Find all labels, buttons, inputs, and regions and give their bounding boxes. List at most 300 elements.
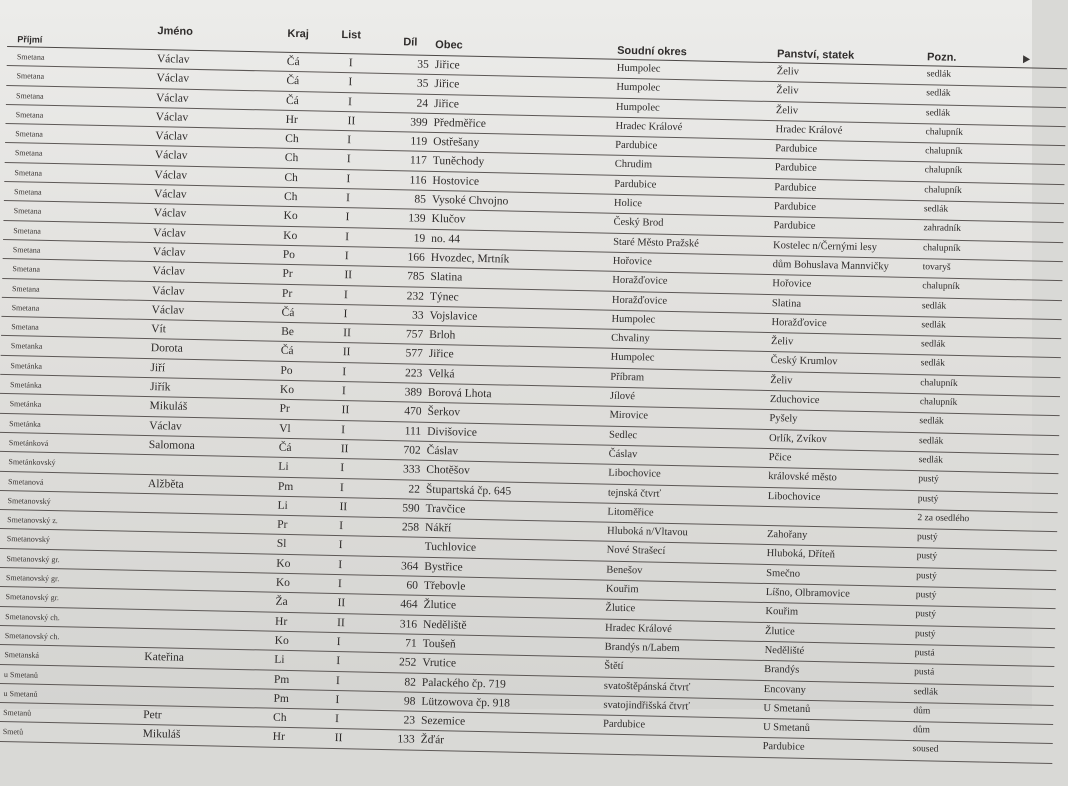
cell-okres: Pardubice: [614, 178, 657, 191]
cell-obec: Žďár: [420, 734, 445, 747]
cell-given: [144, 670, 269, 673]
cell-given: [145, 613, 270, 616]
cell-panstvi: U Smetanů: [763, 702, 811, 715]
cell-pozn: sedlák: [920, 358, 946, 370]
cell-okres: Brandýs n/Labem: [604, 641, 680, 655]
cell-list: II: [347, 115, 356, 128]
cell-dil: 757: [405, 328, 424, 341]
cell-dil: 111: [404, 425, 422, 438]
cell-pozn: 2 za osedlého: [917, 512, 970, 525]
cell-panstvi: Žlutice: [764, 625, 795, 638]
cell-pozn: zahradník: [923, 223, 962, 235]
cell-obec: Šerkov: [427, 406, 461, 419]
cell-list: II: [339, 500, 348, 514]
cell-obec: Hvozdec, Mrtník: [430, 251, 510, 266]
header-dil: Díl: [403, 36, 418, 49]
cell-okres: svatoštěpánská čtvrť: [603, 680, 691, 693]
header-surname: Příjmí: [17, 34, 43, 45]
cell-panstvi: dům Bohuslava Mannvičky: [772, 259, 889, 273]
cell-surname: Smetů: [2, 727, 24, 737]
cell-panstvi: Libochovice: [767, 490, 821, 503]
cell-dil: 399: [410, 116, 428, 129]
cell-surname: Smetánkovský: [8, 457, 56, 468]
cell-pozn: sedlák: [921, 300, 947, 312]
cell-pozn: sedlák: [921, 320, 946, 331]
cell-dil: 470: [404, 405, 422, 419]
cell-obec: Chotěšov: [426, 464, 470, 478]
cell-okres: Nové Strašecí: [606, 545, 666, 558]
cell-okres: Jílové: [609, 390, 636, 403]
cell-given: [146, 574, 271, 577]
cell-dil: 22: [408, 483, 421, 496]
cell-obec: Brloh: [429, 329, 456, 342]
cell-list: I: [338, 558, 343, 571]
cell-obec: Vysoké Chvojno: [431, 194, 509, 208]
cell-given: Václav: [156, 53, 190, 66]
cell-obec: Bystřice: [424, 560, 463, 574]
cell-given: Kateřina: [144, 651, 185, 665]
cell-list: I: [347, 95, 352, 108]
cell-panstvi: [768, 510, 908, 513]
cell-surname: Smetanovský ch.: [5, 611, 60, 622]
cell-okres: Chvaliny: [611, 332, 650, 345]
cell-obec: Ostřešany: [433, 136, 480, 150]
cell-kraj: Pr: [281, 287, 293, 300]
cell-pozn: tovaryš: [922, 262, 951, 273]
cell-dil: 33: [411, 309, 424, 322]
cell-surname: Smetana: [11, 283, 40, 294]
cell-kraj: Po: [282, 248, 296, 262]
cell-given: Jiří: [150, 361, 166, 375]
cell-list: I: [335, 693, 340, 706]
cell-pozn: chalupník: [925, 146, 963, 158]
cell-okres: Příbram: [610, 371, 645, 384]
cell-okres: Benešov: [606, 564, 643, 577]
cell-okres: Horažďovice: [611, 294, 668, 307]
cell-kraj: Ch: [283, 190, 298, 204]
cell-okres: Libochovice: [608, 467, 661, 481]
cell-surname: Smetanovský: [7, 495, 51, 506]
cell-kraj: Ch: [284, 171, 298, 184]
cell-obec: Hostovice: [432, 174, 480, 188]
header-given: Jméno: [157, 25, 194, 38]
cell-surname: Smetana: [14, 148, 43, 159]
cell-panstvi: Želiv: [775, 104, 799, 117]
cell-okres: Pardubice: [602, 718, 646, 731]
cell-obec: Borová Lhota: [427, 386, 492, 401]
cell-panstvi: Pardubice: [775, 143, 818, 156]
cell-pozn: soused: [912, 744, 939, 756]
cell-okres: Hluboká n/Vltavou: [606, 525, 688, 539]
cell-panstvi: U Smetanů: [762, 722, 811, 735]
cell-panstvi: Pardubice: [774, 181, 817, 194]
cell-panstvi: Zduchovice: [769, 394, 820, 407]
cell-kraj: Čá: [281, 306, 295, 319]
cell-surname: Smetanka: [10, 341, 43, 352]
cell-dil: 133: [397, 733, 415, 747]
cell-kraj: Hr: [285, 113, 298, 126]
cell-given: Václav: [151, 284, 185, 298]
cell-okres: Humpolec: [616, 82, 661, 94]
cell-surname: Smetanovský gr.: [6, 553, 60, 564]
cell-pozn: chalupník: [924, 185, 962, 196]
cell-dil: 590: [402, 502, 420, 515]
cell-dil: 785: [407, 270, 425, 284]
cell-obec: Toušeň: [422, 637, 456, 651]
cell-kraj: Vl: [279, 422, 291, 435]
cell-okres: Chrudim: [614, 159, 653, 172]
cell-surname: Smetana: [13, 187, 42, 197]
cell-dil: 223: [404, 367, 423, 380]
cell-pozn: sedlák: [920, 339, 946, 350]
cell-pozn: sedlák: [919, 416, 944, 428]
cell-obec: Nákří: [424, 521, 452, 535]
cell-surname: Smetana: [15, 129, 43, 139]
cell-kraj: Čá: [278, 441, 292, 454]
cell-pozn: dům: [912, 725, 930, 736]
cell-kraj: Čá: [285, 94, 299, 107]
cell-dil: 464: [400, 598, 418, 612]
cell-obec: Čáslav: [426, 444, 459, 458]
cell-kraj: Čá: [286, 55, 300, 69]
cell-kraj: Pr: [277, 518, 288, 532]
cell-okres: Kouřim: [605, 583, 639, 596]
cell-kraj: Li: [274, 653, 285, 667]
cell-kraj: Pm: [277, 480, 294, 493]
cell-obec: Týnec: [429, 290, 459, 304]
cell-panstvi: Želiv: [776, 66, 800, 78]
cell-obec: Štupartská čp. 645: [425, 483, 512, 498]
cell-obec: Neděliště: [422, 618, 467, 632]
cell-dil: 119: [410, 135, 428, 148]
cell-kraj: Po: [280, 364, 293, 377]
cell-given: Václav: [151, 303, 185, 317]
cell-given: [149, 458, 274, 461]
cell-dil: 702: [403, 444, 421, 457]
cell-pozn: pustý: [916, 551, 938, 563]
cell-dil: 117: [409, 154, 427, 168]
cell-list: II: [344, 269, 353, 282]
cell-dil: 316: [399, 617, 418, 631]
cell-obec: Velká: [428, 367, 455, 381]
cell-given: Václav: [152, 246, 186, 259]
cell-kraj: Čá: [280, 345, 294, 358]
cell-surname: u Smetanů: [3, 688, 38, 699]
cell-surname: Smetana: [16, 52, 45, 62]
cell-okres: Hradec Králové: [615, 120, 683, 134]
cell-list: I: [339, 520, 344, 533]
cell-dil: 82: [404, 675, 417, 689]
cell-okres: Pardubice: [615, 139, 658, 152]
cell-dil: 35: [417, 58, 429, 71]
cell-obec: Předměřice: [433, 116, 487, 130]
cell-list: I: [336, 655, 341, 668]
cell-given: Václav: [152, 265, 186, 279]
cell-surname: Smetanovský z.: [7, 515, 58, 526]
cell-okres: Žlutice: [605, 602, 636, 615]
cell-kraj: Li: [277, 499, 288, 512]
cell-given: [147, 516, 272, 519]
cell-okres: Humpolec: [615, 101, 660, 114]
cell-panstvi: Kouřim: [765, 606, 799, 618]
cell-panstvi: Nedělišté: [764, 644, 805, 657]
cell-given: Václav: [153, 226, 186, 240]
cell-list: I: [348, 57, 353, 70]
cell-given: Petr: [143, 709, 162, 722]
cell-panstvi: Zahořany: [766, 529, 808, 541]
cell-okres: Litoměřice: [607, 506, 654, 519]
cell-okres: Holice: [613, 197, 643, 210]
cell-pozn: pustý: [915, 609, 937, 620]
cell-surname: Smetanská: [4, 650, 40, 660]
cell-kraj: Hr: [275, 615, 288, 628]
cell-panstvi: Líšno, Olbramovice: [765, 587, 850, 600]
cell-given: Václav: [154, 168, 188, 182]
cell-okres: svatojindřišská čtvrť: [603, 699, 690, 713]
cell-list: II: [342, 346, 351, 359]
cell-list: I: [334, 713, 340, 726]
cell-list: I: [348, 76, 353, 89]
cell-surname: Smetana: [12, 264, 41, 274]
cell-list: I: [339, 481, 344, 494]
cell-dil: 24: [416, 97, 429, 110]
header-list: List: [341, 28, 362, 42]
cell-panstvi: Slatina: [771, 297, 802, 310]
cell-list: I: [344, 250, 349, 263]
cell-obec: Klučov: [431, 213, 466, 227]
cell-obec: Jiřice: [434, 58, 460, 72]
cell-given: [146, 593, 271, 596]
cell-surname: Smetánka: [9, 380, 42, 390]
cell-surname: Smetanovský gr.: [5, 573, 60, 584]
cell-surname: Smetánka: [9, 418, 41, 429]
cell-list: II: [334, 732, 343, 745]
cell-panstvi: Orlík, Zvíkov: [768, 432, 827, 445]
cell-okres: Humpolec: [616, 62, 661, 75]
cell-list: I: [345, 230, 350, 243]
cell-obec: Slatina: [430, 271, 463, 284]
cell-kraj: Sl: [276, 538, 287, 551]
cell-obec: Vrutice: [422, 657, 457, 670]
cell-dil: 389: [404, 386, 423, 399]
cell-surname: Smetanovský ch.: [4, 630, 60, 642]
cell-dil: 139: [408, 212, 426, 226]
cell-obec: Tuněchody: [432, 155, 485, 169]
cell-list: I: [345, 192, 350, 205]
cell-obec: Jiřice: [433, 97, 460, 111]
cell-dil: 85: [414, 193, 427, 206]
cell-kraj: Ch: [285, 133, 299, 146]
cell-list: I: [346, 172, 351, 185]
cell-list: I: [347, 134, 352, 147]
cell-list: I: [343, 307, 348, 321]
cell-given: Salomona: [148, 438, 195, 452]
cell-surname: Smetana: [13, 206, 42, 217]
cell-kraj: Ko: [283, 210, 298, 223]
cell-list: I: [345, 211, 350, 224]
cell-given: Václav: [154, 149, 188, 163]
cell-kraj: Li: [278, 460, 289, 474]
cell-given: Václav: [156, 72, 190, 86]
cell-obec: Jiřice: [434, 78, 460, 91]
cell-panstvi: Pčice: [768, 451, 792, 464]
cell-kraj: Pm: [273, 692, 289, 705]
cell-dil: 98: [403, 695, 416, 708]
cell-panstvi: Kostelec n/Černými lesy: [773, 239, 878, 253]
cell-okres: Humpolec: [610, 352, 655, 365]
cell-given: [147, 535, 272, 538]
cell-dil: 258: [401, 521, 420, 534]
cell-given: Jiřík: [149, 381, 171, 394]
cell-panstvi: Hluboká, Dříteň: [766, 548, 835, 561]
cell-dil: 19: [413, 232, 426, 245]
cell-list: II: [341, 404, 350, 417]
cell-surname: Smetanová: [7, 476, 44, 487]
cell-list: I: [341, 385, 346, 398]
cell-surname: Smetánková: [8, 438, 49, 448]
cell-panstvi: Horažďovice: [771, 316, 827, 330]
cell-okres: Mirovice: [609, 410, 649, 422]
cell-okres: Horažďovice: [612, 274, 668, 288]
cell-panstvi: Želiv: [776, 85, 799, 97]
cell-given: [146, 555, 271, 558]
cell-surname: Smetana: [16, 71, 45, 82]
cell-okres: Hořovice: [612, 255, 652, 268]
cell-given: Václav: [155, 91, 189, 105]
cell-surname: Smetanovský: [6, 534, 50, 545]
cell-panstvi: Brandýs: [764, 664, 800, 676]
cell-okres: Staré Město Pražské: [613, 236, 699, 250]
cell-obec: Vojslavice: [429, 309, 478, 323]
cell-dil: 60: [406, 579, 419, 592]
cell-kraj: Ch: [284, 152, 299, 165]
cell-given: Václav: [153, 188, 187, 201]
cell-dil: 577: [405, 347, 423, 361]
cell-pozn: pustá: [914, 648, 935, 659]
cell-obec: Palackého čp. 719: [421, 676, 506, 691]
cell-panstvi: Encovany: [763, 683, 806, 696]
cell-dil: 71: [405, 637, 417, 650]
header-panstvi: Panství, statek: [776, 48, 855, 62]
cell-kraj: Pm: [273, 673, 290, 686]
cell-pozn: chalupník: [924, 165, 963, 177]
cell-surname: Smetana: [15, 110, 44, 120]
cell-dil: 35: [416, 77, 429, 91]
cell-panstvi: Pardubice: [762, 741, 805, 754]
cell-kraj: Pr: [282, 268, 293, 281]
cell-okres: Čáslav: [608, 448, 638, 461]
cell-obec: Třebovle: [423, 579, 466, 593]
cell-list: I: [337, 578, 342, 591]
cell-okres: Humpolec: [611, 313, 656, 326]
cell-panstvi: Pardubice: [773, 220, 816, 233]
register-table: [0, 4, 1068, 786]
cell-kraj: Čá: [286, 75, 300, 88]
cell-pozn: pustý: [918, 474, 939, 485]
cell-given: Václav: [149, 419, 182, 433]
cell-surname: Smetana: [12, 245, 41, 255]
cell-kraj: Ko: [275, 576, 291, 590]
cell-panstvi: Hořovice: [772, 278, 812, 291]
cell-pozn: dům: [913, 705, 931, 717]
cell-dil: 116: [409, 174, 427, 187]
cell-given: [148, 497, 273, 500]
cell-surname: Smetana: [13, 225, 41, 236]
cell-pozn: chalupník: [922, 242, 961, 254]
cell-list: I: [341, 423, 346, 436]
cell-dil: 166: [407, 251, 425, 264]
cell-dil: [375, 540, 419, 541]
cell-given: Dorota: [150, 342, 183, 356]
header-okres: Soudní okres: [617, 44, 687, 59]
cell-surname: u Smetanů: [3, 669, 39, 680]
cell-given: Vít: [151, 323, 167, 336]
cell-given: Václav: [153, 207, 187, 221]
cell-panstvi: královské město: [768, 471, 837, 484]
cell-obec: Lützowova čp. 918: [421, 695, 511, 710]
cell-list: I: [336, 635, 341, 649]
cell-okres: Hradec Králové: [604, 622, 672, 635]
cell-list: I: [340, 462, 345, 475]
cell-kraj: Ža: [275, 596, 288, 609]
cell-dil: 252: [398, 656, 417, 669]
cell-surname: Smetana: [14, 167, 43, 178]
cell-panstvi: Pardubice: [774, 162, 817, 175]
cell-kraj: Ko: [274, 634, 289, 647]
cell-panstvi: Smečno: [766, 567, 801, 580]
cell-kraj: Pr: [279, 403, 290, 416]
cell-surname: Smetanovský gr.: [5, 592, 60, 603]
cell-list: II: [336, 616, 345, 629]
cell-dil: 333: [402, 463, 421, 476]
header-kraj: Kraj: [287, 27, 309, 41]
cell-surname: Smetanů: [3, 708, 32, 718]
cell-pozn: sedlák: [918, 455, 944, 466]
cell-okres: Štětí: [604, 660, 624, 673]
cell-panstvi: Želiv: [770, 336, 794, 348]
cell-pozn: sedlák: [925, 107, 951, 119]
cell-given: Václav: [155, 111, 189, 124]
cell-obec: no. 44: [431, 232, 461, 246]
cell-panstvi: Český Krumlov: [770, 355, 838, 368]
cell-pozn: pustý: [917, 493, 939, 505]
cell-given: [144, 690, 269, 693]
cell-surname: Smetana: [11, 303, 40, 313]
cell-surname: Smetánka: [9, 399, 42, 410]
cell-obec: Žlutice: [423, 599, 457, 612]
header-obec: Obec: [435, 38, 463, 52]
cell-obec: Tuchlovice: [424, 541, 477, 555]
cell-list: I: [338, 539, 343, 552]
cell-pozn: sedlák: [926, 69, 952, 80]
cell-list: I: [343, 288, 348, 301]
cell-given: Mikuláš: [149, 400, 188, 414]
header-pozn: Pozn.: [926, 51, 957, 64]
cell-kraj: Be: [281, 325, 295, 339]
cell-pozn: sedlák: [918, 435, 944, 447]
cell-list: II: [340, 443, 349, 456]
cell-pozn: pustý: [914, 628, 936, 640]
cell-pozn: pustý: [915, 590, 937, 601]
cell-okres: [603, 738, 753, 741]
cell-pozn: sedlák: [923, 204, 949, 215]
cell-kraj: Ch: [272, 711, 287, 725]
cell-pozn: chalupník: [922, 281, 960, 293]
cell-list: I: [335, 674, 340, 687]
cell-obec: Jiřice: [428, 348, 454, 361]
cell-dil: 364: [400, 560, 419, 573]
cell-dil: 232: [406, 289, 425, 303]
